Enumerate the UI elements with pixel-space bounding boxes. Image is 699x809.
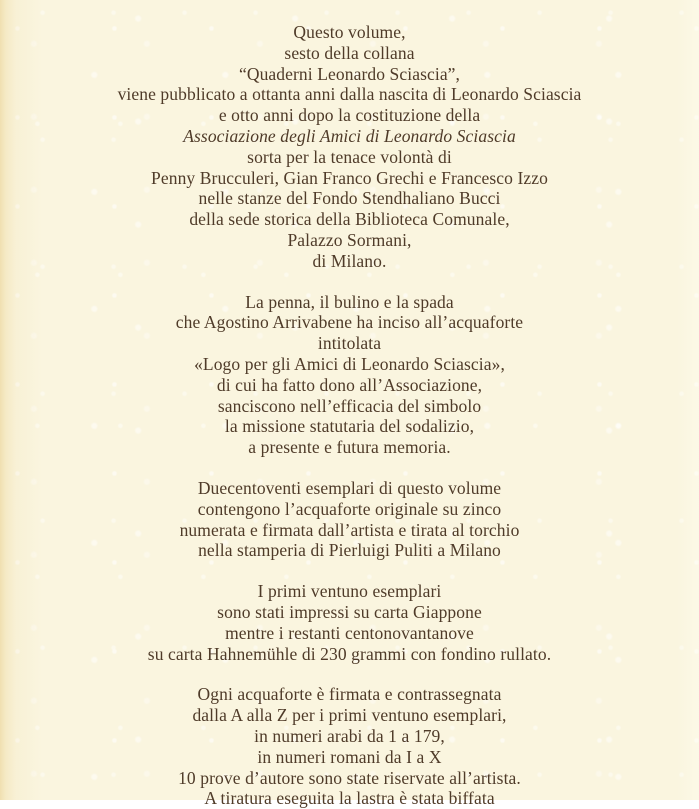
colophon-line: nelle stanze del Fondo Stendhaliano Bucci [198,188,501,209]
colophon-paragraph [0,292,699,458]
colophon-line: della sede storica della Biblioteca Comunale, [189,209,510,230]
colophon-line: e otto anni dopo la costituzione della [218,105,481,126]
colophon-paragraph [0,581,699,664]
colophon-line: sanciscono nell’efficacia del simbolo [217,395,482,416]
colophon-line: Ogni acquaforte è firmata e contrassegnata [197,684,502,705]
colophon-line: Penny Brucculeri, Gian Franco Grechi e Francesco Izzo [151,167,548,188]
colophon-line: La penna, il bulino e la spada [245,291,454,312]
colophon-paragraph [0,684,699,809]
colophon-line: nella stamperia di Pierluigi Puliti a Milano [198,540,501,561]
colophon-line: A tiratura eseguita la lastra è stata biffata [204,788,495,809]
colophon-line: in numeri romani da I a X [257,746,442,767]
colophon-line: mentre i restanti centonovantanove [225,622,474,643]
colophon-line: la missione statutaria del sodalizio, [224,416,475,437]
colophon-line: Palazzo Sormani, [287,229,412,250]
colophon-line: che Agostino Arrivabene ha inciso all’acquaforte [175,312,524,333]
colophon-line: dalla A alla Z per i primi ventuno esemplari, [192,705,507,726]
colophon-line: sesto della collana [284,42,415,63]
colophon-line: di cui ha fatto dono all’Associazione, [216,374,483,395]
colophon-line: numerata e firmata dall’artista e tirata al torchio [179,519,520,540]
colophon-line-association-title: Associazione degli Amici di Leonardo Sciascia [183,125,516,146]
colophon-line: su carta Hahnemühle di 230 grammi con fondino rullato. [147,643,552,664]
colophon-line: sono stati impressi su carta Giappone [217,601,482,622]
colophon-paragraph [0,22,699,272]
colophon-paragraph [0,478,699,561]
colophon-line: contengono l’acquaforte originale su zinco [197,498,502,519]
colophon-line: Duecentoventi esemplari di questo volume [197,477,502,498]
colophon-line: viene pubblicato a ottanta anni dalla nascita di Leonardo Sciascia [117,84,582,105]
colophon-line: sorta per la tenace volontà di [247,146,452,167]
colophon-line: I primi ventuno esemplari [257,581,442,602]
colophon-line: «Logo per gli Amici di Leonardo Sciascia», [194,353,505,374]
colophon-line: “Quaderni Leonardo Sciascia”, [238,63,461,84]
colophon-line: a presente e futura memoria. [248,437,451,458]
colophon-line: in numeri arabi da 1 a 179, [254,725,445,746]
colophon-line: di Milano. [312,250,387,271]
colophon-line: intitolata [317,333,382,354]
colophon-line: 10 prove d’autore sono state riservate all’artista. [178,767,521,788]
colophon-line: Questo volume, [293,22,406,42]
